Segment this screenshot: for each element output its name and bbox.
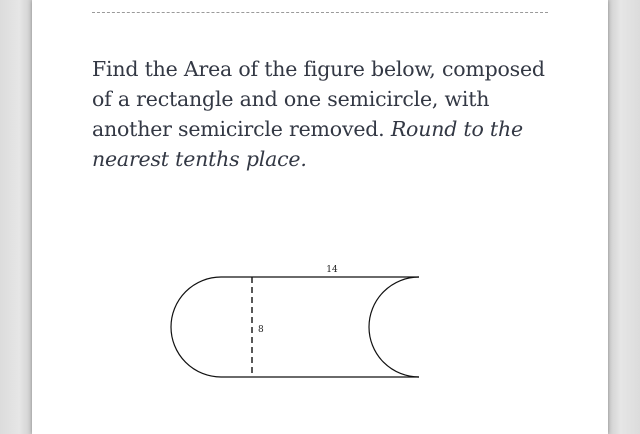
right-margin (608, 0, 640, 434)
height-label: 8 (258, 325, 264, 335)
added-semicircle (171, 277, 221, 377)
removed-semicircle (369, 277, 419, 377)
dashed-divider (92, 12, 548, 13)
rounding-instruction: Round to the nearest tenths place. (92, 117, 523, 171)
question-card (32, 0, 608, 434)
length-label: 14 (326, 265, 338, 275)
question-text (92, 54, 562, 174)
composite-figure (152, 250, 452, 390)
left-margin (0, 0, 32, 434)
question-body: Find the Area of the figure below, composed of a rectangle and one semicircle, with another semicircle removed. (92, 57, 545, 141)
